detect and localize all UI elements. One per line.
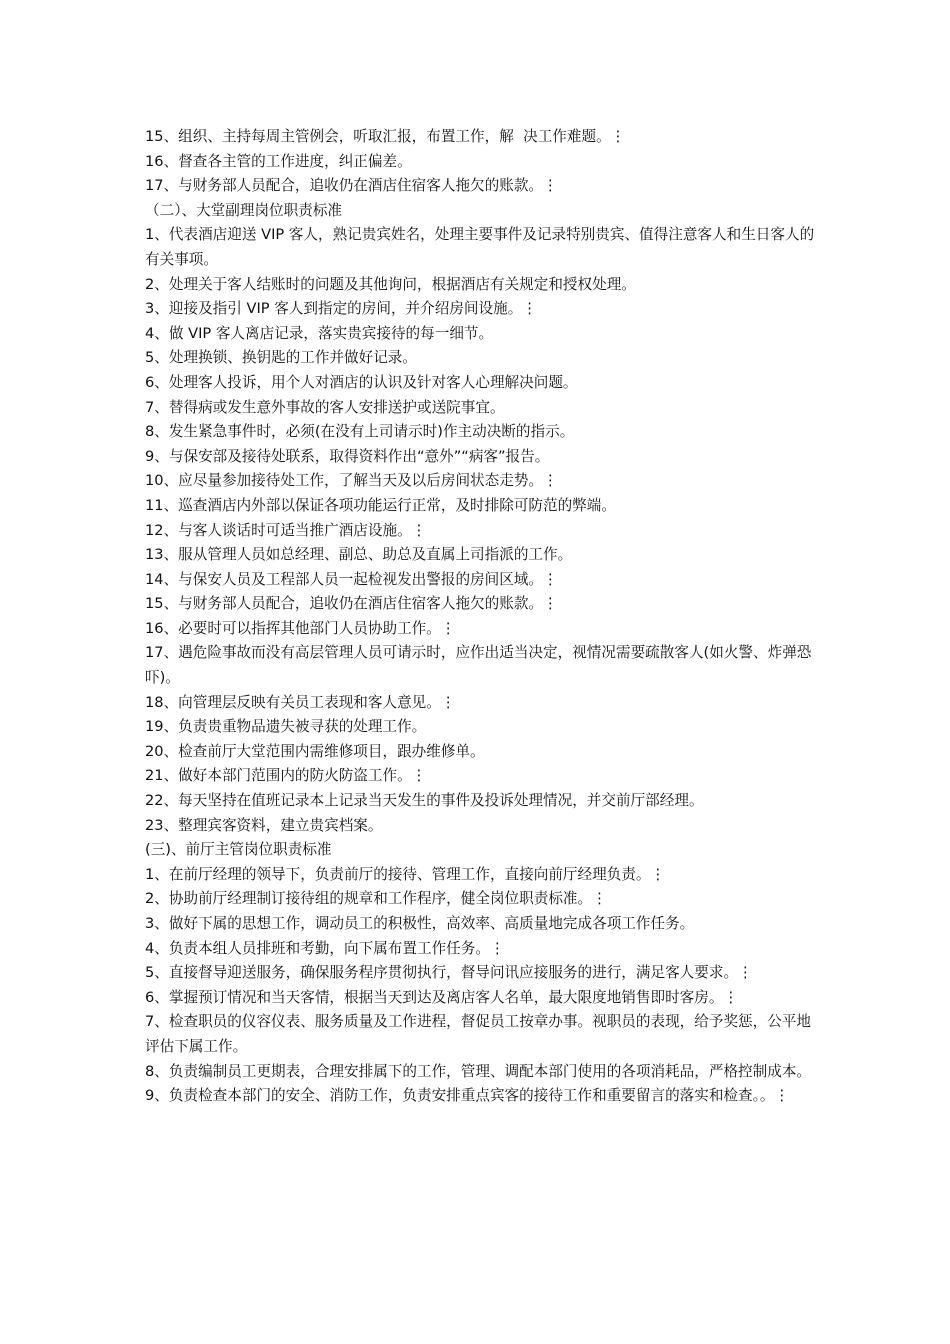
text-line: 15、组织、主持每周主管例会，听取汇报，布置工作，解 决工作难题。⋮ — [145, 128, 626, 145]
text-line: 5、处理换锁、换钥匙的工作并做好记录。 — [145, 349, 417, 367]
text-line: 12、与客人谈话时可适当推广酒店设施。⋮ — [145, 521, 427, 539]
text-line: 9、负责检查本部门的安全、消防工作，负责安排重点宾客的接待工作和重要留言的落实和检查。。⋮ — [145, 1087, 790, 1105]
text-line: 3、迎接及指引 VIP 客人到指定的房间，并介绍房间设施。⋮ — [145, 300, 537, 318]
text-line: 8、发生紧急事件时，必须(在没有上司请示时)作主动决断的指示。 — [145, 423, 575, 441]
text-line: 20、检查前厅大堂范围内需维修项目，跟办维修单。 — [145, 742, 485, 760]
text-line: 17、遇危险事故而没有高层管理人员可请示时，应作出适当决定，视情况需要疏散客人(如火警、炸弹恐吓)。 — [145, 644, 812, 687]
text-line: 2、协助前厅经理制订接待组的规章和工作程序，健全岗位职责标准。⋮ — [145, 890, 607, 908]
text-line: 19、负责贵重物品遗失被寻获的处理工作。 — [145, 718, 427, 736]
text-line: 4、做 VIP 客人离店记录，落实贵宾接待的每一细节。 — [145, 324, 494, 342]
text-line: 14、与保安人员及工程部人员一起检视发出警报的房间区域。⋮ — [145, 570, 558, 588]
text-line: 6、掌握预订情况和当天客情，根据当天到达及离店客人名单，最大限度地销售即时客房。⋮ — [145, 988, 739, 1006]
text-line: 15、与财务部人员配合，追收仍在酒店住宿客人拖欠的账款。⋮ — [145, 595, 558, 613]
section-heading: (三)、前厅主管岗位职责标准 — [145, 841, 332, 859]
text-line: 9、与保安部及接待处联系，取得资料作出“意外”“病客”报告。 — [145, 447, 550, 465]
text-line: 23、整理宾客资料，建立贵宾档案。 — [145, 816, 383, 834]
text-line: 22、每天坚持在值班记录本上记录当天发生的事件及投诉处理情况，并交前厅部经理。 — [145, 792, 704, 810]
text-line: 16、必要时可以指挥其他部门人员协助工作。⋮ — [145, 619, 456, 637]
text-line: 3、做好下属的思想工作，调动员工的积极性，高效率、高质量地完成各项工作任务。 — [145, 915, 695, 932]
text-line: 21、做好本部门范围内的防火防盗工作。⋮ — [145, 767, 427, 785]
text-line: 10、应尽量参加接待处工作，了解当天及以后房间状态走势。⋮ — [145, 472, 558, 490]
text-line: 5、直接督导迎送服务，确保服务程序贯彻执行，督导问讯应接服务的进行，满足客人要求。⋮ — [145, 964, 753, 982]
text-line: 18、向管理层反映有关员工表现和客人意见。⋮ — [145, 693, 456, 711]
text-line: 7、替得病或发生意外事故的客人安排送护或送院事宜。 — [145, 398, 505, 416]
text-line: 6、处理客人投诉，用个人对酒店的认识及针对客人心理解决问题。 — [145, 373, 578, 391]
text-line: 4、负责本组人员排班和考勤，向下属布置工作任务。⋮ — [145, 939, 505, 957]
text-line: 7、检查职员的仪容仪表、服务质量及工作进程，督促员工按章办事。视职员的表现，给予奖惩，公平地评估下属工作。 — [145, 1013, 812, 1055]
text-line: 8、负责编制员工更期表，合理安排属下的工作，管理、调配本部门使用的各项消耗品，严格控制成本。 — [145, 1062, 812, 1080]
document-page — [145, 125, 825, 1109]
text-line: 2、处理关于客人结账时的问题及其他询问，根据酒店有关规定和授权处理。 — [145, 275, 636, 293]
text-line: 1、在前厅经理的领导下，负责前厅的接待、管理工作，直接向前厅经理负责。⋮ — [145, 865, 666, 883]
text-line: 17、与财务部人员配合，追收仍在酒店住宿客人拖欠的账款。⋮ — [145, 177, 558, 195]
text-line: 13、服从管理人员如总经理、副总、助总及直属上司指派的工作。 — [145, 546, 573, 564]
text-line: 16、督查各主管的工作进度，纠正偏差。 — [145, 152, 412, 170]
section-heading: （二）、大堂副理岗位职责标准 — [145, 201, 343, 219]
text-line: 1、代表酒店迎送 VIP 客人，熟记贵宾姓名，处理主要事件及记录特别贵宾、值得注意客人和生日客人的有关事项。 — [145, 226, 815, 268]
text-line: 11、巡查酒店内外部以保证各项功能运行正常，及时排除可防范的弊端。 — [145, 496, 616, 514]
